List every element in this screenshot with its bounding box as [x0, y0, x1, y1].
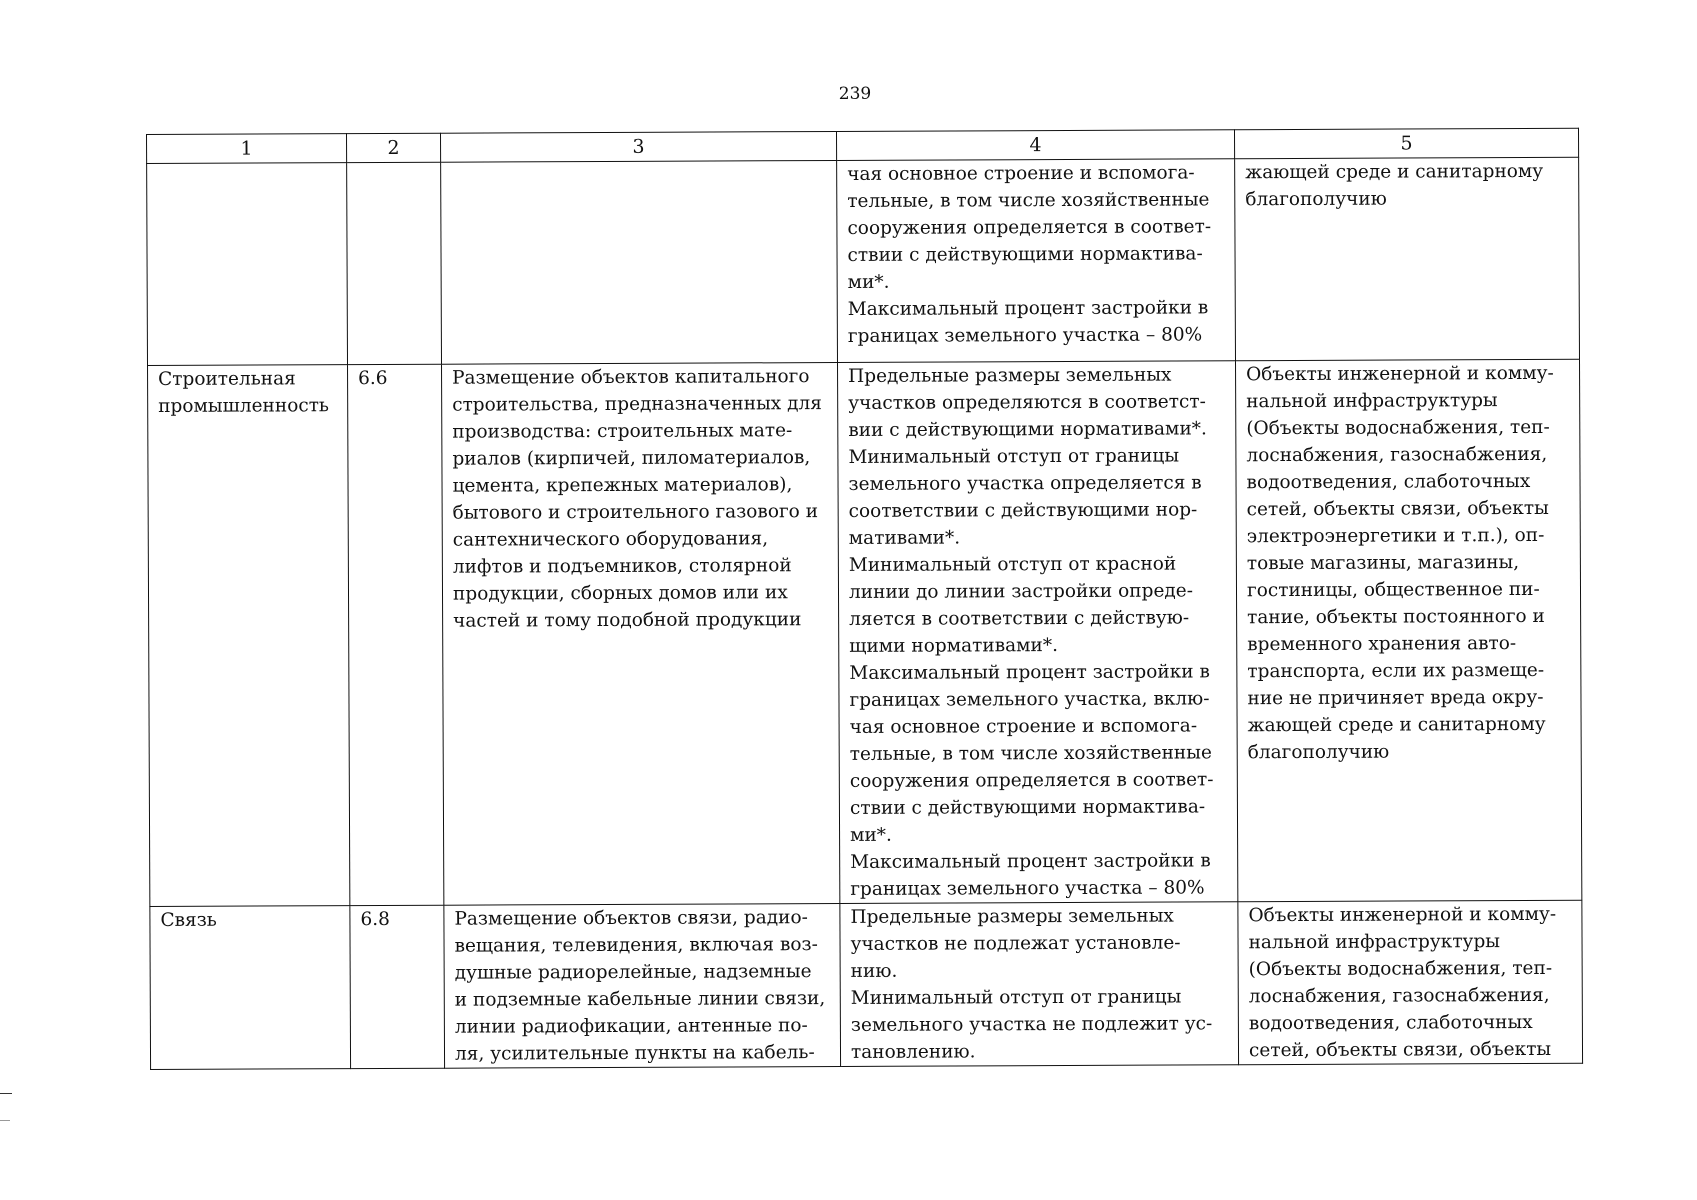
cell-line: ляется в соответствии с действую-: [849, 607, 1190, 630]
cell-line: ние не причиняет вреда окру-: [1247, 686, 1544, 710]
cell-line: ствии с действующими нормактива-: [847, 243, 1203, 266]
cell-line: чая основное строение и вспомога-: [849, 715, 1198, 738]
cell-line: риалов (кирпичей, пиломатериалов,: [452, 447, 811, 470]
cell-line: щими нормативами*.: [849, 635, 1059, 657]
cell-line: вии с действующими нормативами*.: [848, 418, 1207, 441]
cell-line: промышленность: [158, 395, 330, 417]
cell-auxiliary-uses: [1235, 157, 1580, 360]
cell-line: границах земельного участка – 80%: [850, 877, 1205, 900]
cell-line: 6.6: [358, 367, 388, 390]
column-header-3: 3: [440, 131, 836, 162]
cell-line: Объекты инженерной и комму-: [1248, 903, 1557, 927]
cell-line: жающей среде и санитарному: [1247, 713, 1546, 737]
cell-line: лоснабжения, газоснабжения,: [1246, 443, 1548, 467]
cell-line: участков не подлежат установле-: [850, 932, 1181, 955]
cell-line: земельного участка не подлежит ус-: [850, 1013, 1213, 1036]
cell-line: сооружения определяется в соответ-: [849, 769, 1214, 792]
cell-line: Минимальный отступ от границы: [850, 986, 1182, 1009]
cell-line: Минимальный отступ от красной: [848, 553, 1177, 576]
cell-line: Максимальный процент застройки в: [849, 661, 1210, 684]
table-row: [147, 157, 1580, 365]
cell-line: Минимальный отступ от границы: [848, 445, 1180, 468]
cell-line: лоснабжения, газоснабжения,: [1248, 984, 1550, 1008]
cell-line: благополучию: [1247, 741, 1390, 764]
cell-parameters: [840, 902, 1239, 1067]
cell-line: (Объекты водоснабжения, теп-: [1248, 957, 1553, 981]
cell-line: водоотведения, слаботочных: [1246, 470, 1531, 494]
cell-line: Строительная: [158, 368, 296, 390]
cell-description: [441, 160, 838, 364]
cell-line: 6.8: [360, 908, 390, 931]
cell-line: Размещение объектов связи, радио-: [454, 907, 808, 930]
margin-mark-faint: [0, 1120, 10, 1121]
cell-line: продукции, сборных домов или их: [452, 582, 788, 605]
cell-line: сетей, объекты связи, объекты: [1248, 1038, 1552, 1062]
column-header-2: 2: [347, 133, 441, 162]
cell-line: лифтов и подъемников, столярной: [452, 555, 792, 578]
cell-description: [444, 903, 841, 1068]
cell-line: нальной инфраструктуры: [1248, 931, 1501, 954]
cell-code: [348, 364, 444, 905]
cell-line: жающей среде и санитарному: [1245, 160, 1544, 184]
column-header-4: 4: [836, 130, 1234, 161]
cell-line: частей и тому подобной продукции: [453, 609, 802, 632]
cell-line: Максимальный процент застройки в: [847, 297, 1209, 320]
cell-line: транспорта, если их размеще-: [1247, 659, 1545, 683]
cell-line: тельные, в том числе хозяйственные: [847, 189, 1210, 212]
cell-land-use-name: [150, 906, 351, 1070]
cell-auxiliary-uses: [1235, 359, 1581, 901]
cell-line: нию.: [850, 960, 898, 982]
cell-line: ми*.: [847, 271, 890, 293]
table-row: [148, 359, 1582, 906]
cell-line: вещания, телевидения, включая воз-: [454, 934, 818, 957]
cell-line: Максимальный процент застройки в: [850, 850, 1211, 873]
cell-line: ми*.: [850, 824, 892, 846]
cell-line: сетей, объекты связи, объекты: [1246, 497, 1549, 521]
cell-parameters: [838, 361, 1238, 904]
margin-mark: [0, 1093, 12, 1094]
cell-description: [442, 362, 840, 905]
cell-line: Предельные размеры земельных: [848, 364, 1172, 387]
cell-line: Связь: [160, 909, 217, 931]
cell-line: границах земельного участка – 80%: [847, 324, 1203, 347]
cell-land-use-name: [148, 365, 350, 907]
cell-line: электроэнергетики и т.п.), оп-: [1246, 524, 1545, 548]
table-row: [150, 900, 1583, 1069]
page-number: 239: [838, 84, 872, 104]
column-header-5: 5: [1234, 128, 1578, 159]
cell-line: душные радиорелейные, надземные: [454, 961, 812, 984]
cell-code: [347, 162, 442, 364]
cell-land-use-name: [147, 163, 348, 366]
cell-line: земельного участка определяется в: [848, 472, 1202, 495]
cell-auxiliary-uses: [1238, 900, 1583, 1064]
cell-line: сантехнического оборудования,: [452, 528, 769, 551]
cell-line: бытового и строительного газового и: [452, 501, 819, 524]
cell-line: тание, объекты постоянного и: [1247, 605, 1545, 629]
cell-line: благополучию: [1245, 188, 1387, 211]
cell-line: соответствии с действующими нор-: [848, 499, 1198, 522]
cell-line: тановлению.: [850, 1041, 976, 1063]
cell-line: временного хранения авто-: [1247, 633, 1517, 656]
cell-line: линии до линии застройки опреде-: [848, 580, 1194, 603]
cell-line: участков определяются в соответст-: [848, 391, 1206, 414]
cell-line: сооружения определяется в соответ-: [847, 216, 1212, 239]
cell-line: чая основное строение и вспомога-: [847, 162, 1195, 185]
cell-line: товые магазины, магазины,: [1246, 552, 1520, 575]
cell-line: строительства, предназначенных для: [452, 393, 822, 416]
cell-line: тельные, в том числе хозяйственные: [849, 742, 1212, 765]
regulations-table: [146, 128, 1583, 1070]
cell-line: Размещение объектов капитального: [452, 366, 810, 389]
cell-line: границах земельного участка, вклю-: [849, 688, 1210, 711]
cell-line: Объекты инженерной и комму-: [1246, 362, 1554, 386]
cell-line: Предельные размеры земельных: [850, 905, 1174, 928]
cell-line: ствии с действующими нормактива-: [849, 796, 1206, 819]
cell-code: [350, 905, 445, 1068]
cell-line: и подземные кабельные линии связи,: [454, 988, 826, 1011]
cell-line: производства: строительных мате-: [452, 420, 793, 443]
cell-parameters: [837, 159, 1236, 363]
cell-line: мативами*.: [848, 527, 961, 549]
cell-line: (Объекты водоснабжения, теп-: [1246, 416, 1550, 440]
cell-line: линии радиофикации, антенные по-: [454, 1015, 808, 1038]
column-header-1: 1: [147, 134, 347, 164]
cell-line: нальной инфраструктуры: [1246, 390, 1498, 413]
cell-line: цемента, крепежных материалов),: [452, 474, 793, 497]
cell-line: водоотведения, слаботочных: [1248, 1011, 1533, 1035]
cell-line: ля, усилительные пункты на кабель-: [454, 1042, 815, 1065]
cell-line: гостиницы, общественное пи-: [1246, 578, 1540, 602]
